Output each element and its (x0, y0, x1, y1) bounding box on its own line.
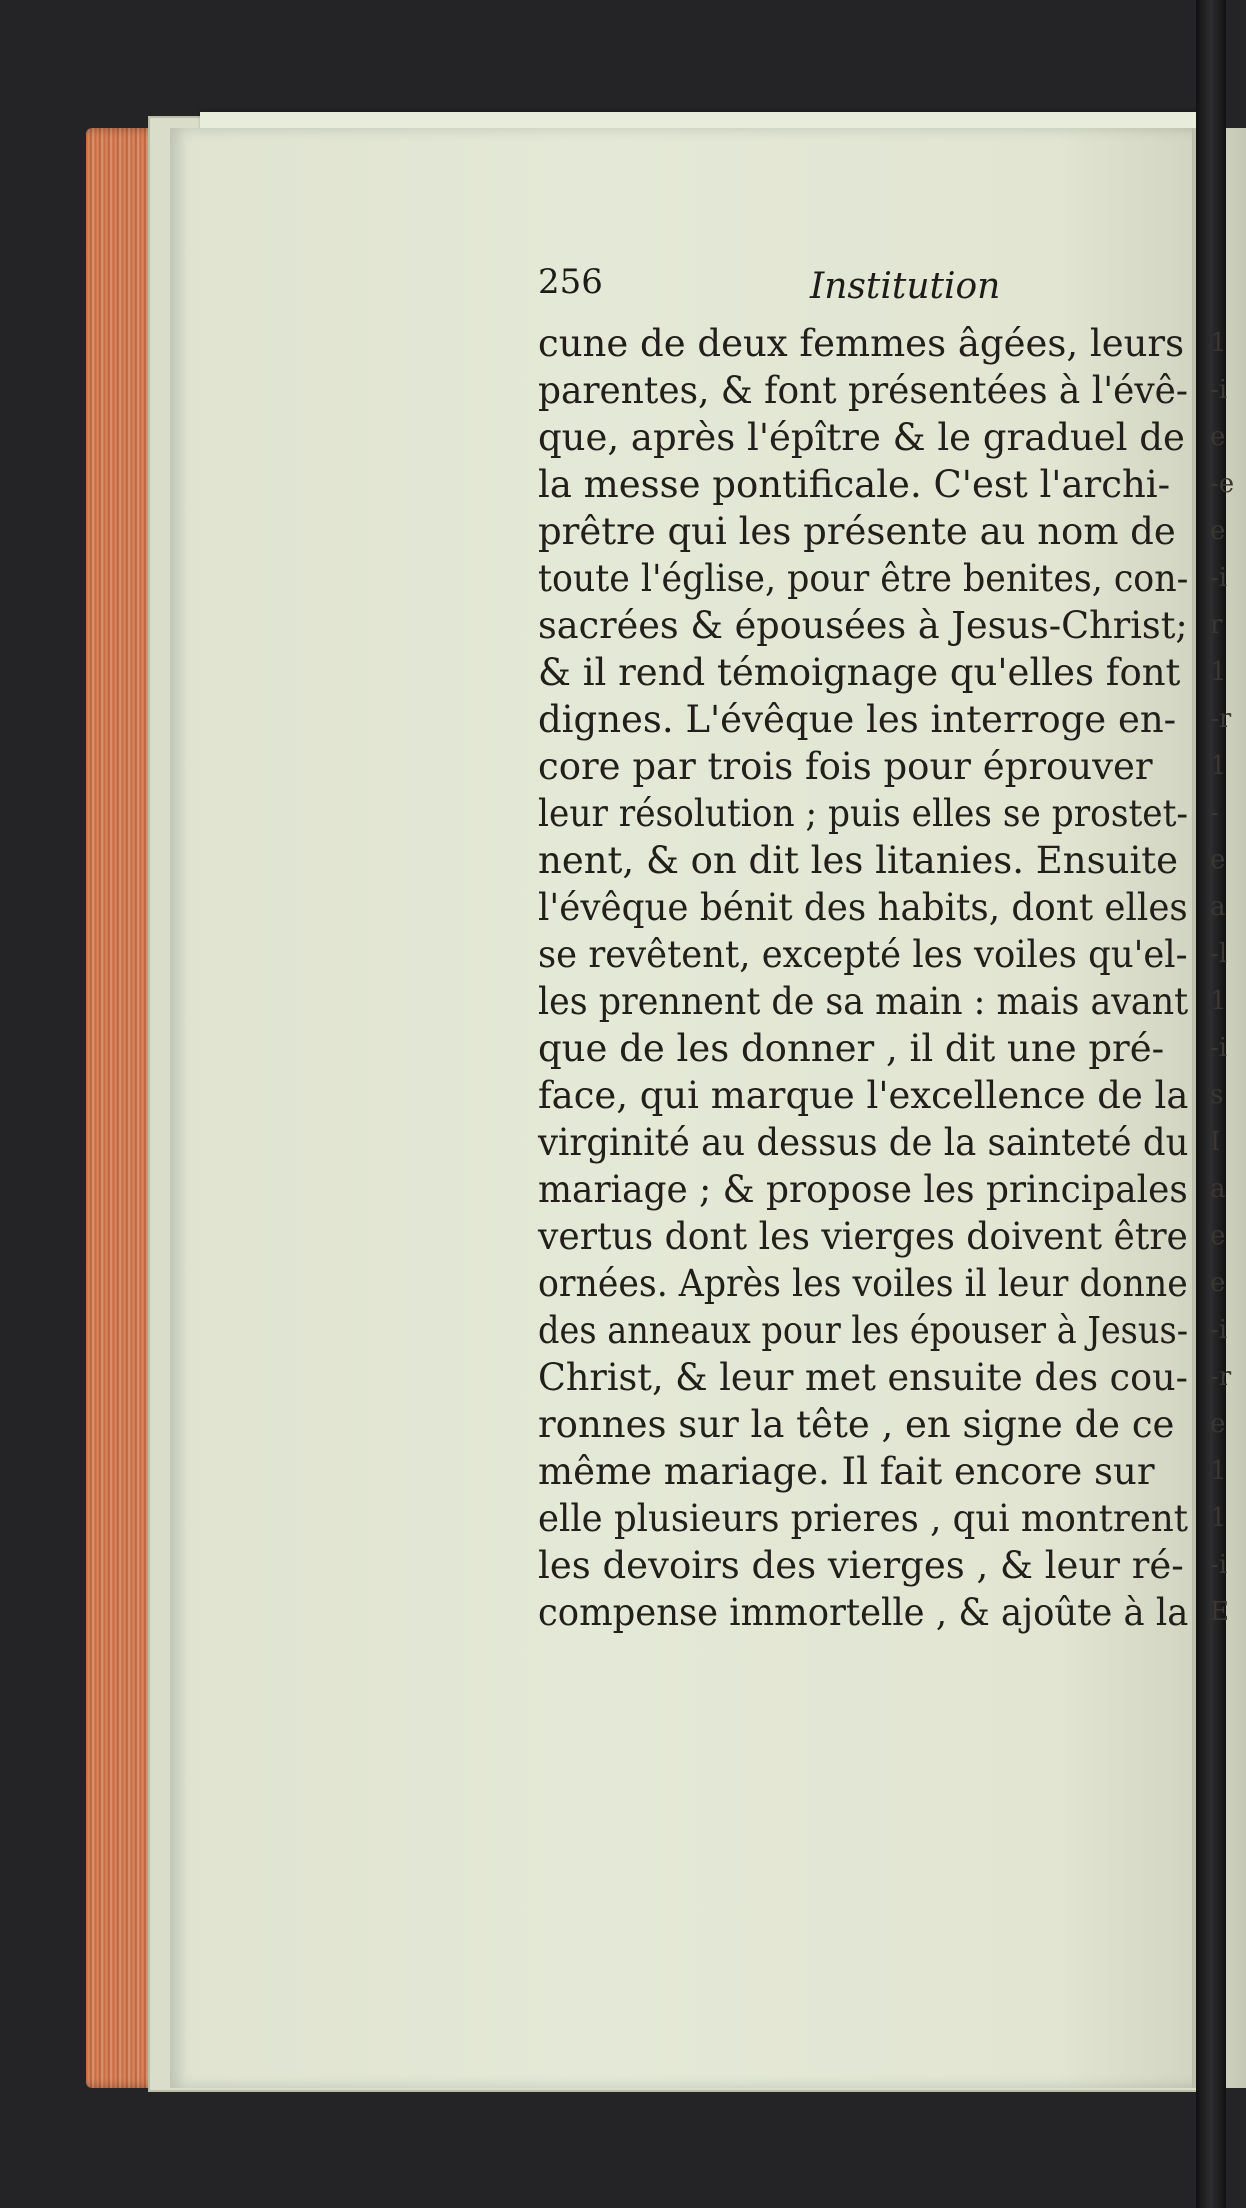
text-line: ornées. Après les voiles il leur donne (538, 1262, 1188, 1305)
facing-margin-glyph: -i (1210, 375, 1228, 405)
facing-margin-glyph: E (1210, 1597, 1229, 1627)
page-number: 256 (538, 262, 603, 302)
text-line: la messe pontificale. C'est l'archi- (538, 463, 1171, 506)
facing-margin-glyph: -r (1210, 704, 1232, 734)
facing-margin-glyph: -i (1210, 1550, 1228, 1580)
facing-margin-glyph: -e (1210, 469, 1235, 499)
facing-margin-glyph: 1 (1210, 1503, 1227, 1533)
facing-margin-glyph: r (1210, 610, 1223, 640)
text-line: elle plusieurs prieres , qui montrent (538, 1497, 1188, 1540)
facing-page-margin (1210, 320, 1246, 1636)
text-line: sacrées & épousées à Jesus-Christ; (538, 604, 1188, 647)
text-line: & il rend témoignage qu'elles font (538, 651, 1181, 694)
text-line: se revêtent, excepté les voiles qu'el- (538, 933, 1188, 976)
text-line: même mariage. Il fait encore sur (538, 1450, 1155, 1493)
facing-margin-glyph: e (1210, 1221, 1226, 1251)
text-line: que de les donner , il dit une pré- (538, 1027, 1165, 1070)
facing-margin-glyph: a (1210, 892, 1226, 922)
text-line: cune de deux femmes âgées, leurs (538, 322, 1185, 365)
text-line: des anneaux pour les épouser à Jesus- (538, 1309, 1189, 1352)
facing-margin-glyph: 1 (1210, 328, 1227, 358)
facing-margin-glyph: -i (1210, 1033, 1228, 1063)
text-line: core par trois fois pour éprouver (538, 745, 1153, 788)
text-line: Christ, & leur met ensuite des cou- (538, 1356, 1188, 1399)
text-line: nent, & on dit les litanies. Ensuite (538, 839, 1179, 882)
facing-margin-glyph: -r (1210, 1362, 1232, 1392)
text-line: ronnes sur la tête , en signe de ce (538, 1403, 1175, 1446)
facing-margin-glyph: s (1210, 1080, 1224, 1110)
facing-margin-glyph: e (1210, 1268, 1226, 1298)
facing-margin-glyph: -l (1210, 939, 1228, 969)
text-line: prêtre qui les présente au nom de (538, 510, 1176, 553)
text-line: virginité au dessus de la sainteté du (538, 1121, 1189, 1164)
text-line: toute l'église, pour être benites, con- (538, 557, 1189, 600)
text-line: les prennent de sa main : mais avant (538, 980, 1189, 1023)
facing-margin-glyph: -i (1210, 1315, 1228, 1345)
facing-margin-glyph: e (1210, 422, 1226, 452)
text-line: face, qui marque l'excellence de la (538, 1074, 1189, 1117)
text-line: dignes. L'évêque les interroge en- (538, 698, 1177, 741)
text-line: mariage ; & propose les principales (538, 1168, 1188, 1211)
text-line: parentes, & font présentées à l'évê- (538, 369, 1188, 412)
facing-margin-glyph: I (1210, 1127, 1221, 1157)
text-line: vertus dont les vierges doivent être (538, 1215, 1188, 1258)
facing-margin-glyph: e (1210, 1409, 1226, 1439)
body-text (538, 320, 1188, 1636)
text-line: l'évêque bénit des habits, dont elles (538, 886, 1188, 929)
facing-margin-glyph: e (1210, 845, 1226, 875)
running-title: Institution (810, 266, 1001, 307)
facing-margin-glyph: 1 (1210, 751, 1227, 781)
facing-margin-glyph: 1 (1210, 1456, 1227, 1486)
text-line: leur résolution ; puis elles se prostet- (538, 792, 1189, 835)
text-line: compense immortelle , & ajoûte à la (538, 1591, 1189, 1634)
facing-margin-glyph: a (1210, 1174, 1226, 1204)
text-line: que, après l'épître & le graduel de (538, 416, 1185, 459)
facing-margin-glyph: 1 (1210, 657, 1227, 687)
text-line: les devoirs des vierges , & leur ré- (538, 1544, 1184, 1587)
facing-margin-glyph: - (1210, 798, 1219, 828)
facing-margin-glyph: 1 (1210, 986, 1227, 1016)
facing-margin-glyph: e (1210, 516, 1226, 546)
facing-margin-glyph: -i (1210, 563, 1228, 593)
